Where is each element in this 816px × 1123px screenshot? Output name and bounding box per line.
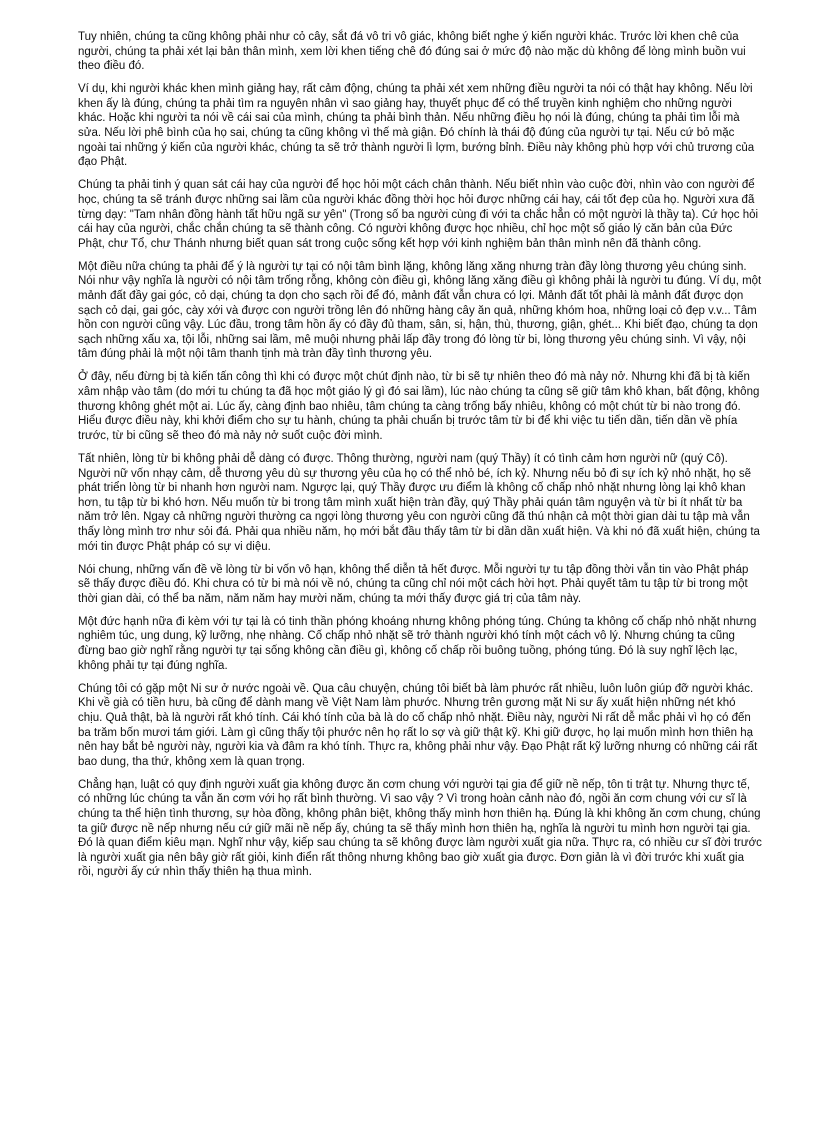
paragraph-8: Một đức hạnh nữa đi kèm với tự tại là có tinh thần phóng khoáng nhưng không phóng túng. Chúng ta không cố chấp nhỏ nhặt nhưng nghiêm túc, ung dung, kỹ lưỡng, nhẹ nhàng. Cố chấp nhỏ nhặt sẽ trở thành người khó tính một cách vô lý. Nhưng chúng ta cũng đừng bao giờ nghĩ rằng người tự tại sống không cần điều gì, không cố chấp rồi buông tuồng, phóng túng. Đó là suy nghĩ lệch lạc, không phải tự tại đúng nghĩa. bbox=[78, 615, 757, 672]
paragraph-4: Một điều nữa chúng ta phải để ý là người tự tại có nội tâm bình lặng, không lăng xăng nhưng tràn đầy lòng thương yêu chúng sinh. Nói như vậy nghĩa là người có nội tâm trống rỗng, không còn điều gì, không lăng xăng điều gì không phải là người tu đúng. Ví dụ, một mảnh đất đầy gai góc, cỏ dại, chúng ta dọn cho sạch rồi để đó, mảnh đất vẫn chưa có lợi. Mảnh đất tốt phải là mảnh đất được dọn sạch cỏ dại, gai góc, cày xới và được con người trồng lên đó những hàng cây ăn quả, những khóm hoa, những loại cỏ đẹp v.v... Tâm hồn con người cũng vậy. Lúc đầu, trong tâm hồn ấy có đầy đủ tham, sân, si, hận, thù, thương, giận, ghét... Khi biết đạo, chúng ta dọn sạch những xấu xa, tội lỗi, những sai lầm, mê muội nhưng phải lấp đầy trong đó lòng từ bi, lòng thương yêu chúng sinh. Vì vậy, nội tâm đúng phải là một nội tâm thanh tịnh mà tràn đầy tình thương yêu. bbox=[78, 260, 762, 361]
document-page bbox=[78, 30, 762, 888]
paragraph-6: Tất nhiên, lòng từ bi không phải dễ dàng có được. Thông thường, người nam (quý Thầy) ít có tình cảm hơn người nữ (quý Cô). Người nữ vốn nhạy cảm, dễ thương yêu dù sự thương yêu của họ có thể nhỏ bé, ích kỷ. Nhưng nếu bỏ đi sự ích kỷ nhỏ nhặt, họ sẽ phát triển lòng từ bi nhanh hơn người nam. Ngược lại, quý Thầy được ưu điểm là không cố chấp nhỏ nhặt nhưng lòng lại khô khan hơn, tu tập từ bi khó hơn. Nếu muốn từ bi trong tâm mình xuất hiện tràn đầy, quý Thầy phải quán tâm nguyện và từ bi ít nhất từ ba năm trở lên. Ngay cả những người thường ca ngợi lòng thương yêu con người cũng đã thú nhận cả một thời gian dài tu tập mà vẫn thấy lòng mình trơ như sỏi đá. Phải qua nhiều năm, họ mới bắt đầu thấy tâm từ bi dần dần xuất hiện. Và khi nó đã xuất hiện, chúng ta mới tin được Phật pháp có sự vi diệu. bbox=[78, 452, 760, 553]
paragraph-7: Nói chung, những vấn đề về lòng từ bi vốn vô hạn, không thể diễn tả hết được. Mỗi người tự tu tập đồng thời vẫn tin vào Phật pháp sẽ thấy được điều đó. Khi chưa có từ bi mà nói về nó, chúng ta cũng chỉ nói một cách hời hợt. Phải quyết tâm tu tập từ bi trong một thời gian dài, có thể ba năm, năm năm hay mười năm, chúng ta mới thấy được giá trị của tâm này. bbox=[78, 563, 749, 605]
paragraph-1: Tuy nhiên, chúng ta cũng không phải như cỏ cây, sắt đá vô tri vô giác, không biết nghe ý kiến người khác. Trước lời khen chê của người, chúng ta phải xét lại bản thân mình, xem lời khen tiếng chê đó đúng sai ở mức độ nào mặc dù không để lòng mình buồn vui theo điều đó. bbox=[78, 31, 746, 73]
paragraph-9: Chúng tôi có gặp một Ni sư ở nước ngoài về. Qua câu chuyện, chúng tôi biết bà làm phước rất nhiều, luôn luôn giúp đỡ người khác. Khi về già có tiền hưu, bà cũng để dành mang về Việt Nam làm phước. Nhưng trên gương mặt Ni sư ấy xuất hiện những nét khó chịu. Quả thật, bà là người rất khó tính. Cái khó tính của bà là do cố chấp nhỏ nhặt. Điều này, người Ni rất dễ mắc phải vì họ có đến ba trăm bốn mươi tám giới. Làm gì cũng thấy tội phước nên họ rất lo sợ và giữ thật kỹ. Khi giữ được, họ lại muốn mình hơn thiên hạ nên hay bắt bẻ người này, người kia và đâm ra khó tính. Thực ra, không phải như vậy. Đạo Phật rất kỹ lưỡng nhưng có những cái rất bao dung, tha thứ, không xem là quan trọng. bbox=[78, 682, 758, 768]
paragraph-3: Chúng ta phải tinh ý quan sát cái hay của người để học hỏi một cách chân thành. Nếu biết nhìn vào cuộc đời, nhìn vào con người để học, chúng ta sẽ tránh được những sai lầm của người khác đồng thời học hỏi được những cái hay, cái tốt đẹp của họ. Người xưa đã từng dạy: "Tam nhân đồng hành tất hữu ngã sư yên" (Trong số ba người cùng đi với ta chắc hẳn có một người là thầy ta). Cứ học hỏi cái hay của người, chắc chắn chúng ta sẽ thành công. Có người không được học nhiều, chỉ học một số giáo lý căn bản của Đức Phật, chư Tổ, chư Thánh nhưng biết quan sát trong cuộc sống kết hợp với kinh nghiệm bản thân mình nên đã thành công. bbox=[78, 179, 759, 250]
paragraph-2: Ví dụ, khi người khác khen mình giảng hay, rất cảm động, chúng ta phải xét xem những điều người ta nói có thật hay không. Nếu lời khen ấy là đúng, chúng ta phải tìm ra nguyên nhân vì sao giảng hay, thuyết phục để có thể truyền kinh nghiệm cho những người khác. Hoặc khi người ta nói về cái sai của mình, chúng ta phải bình thản. Nếu những điều họ nói là đúng, chúng ta phải tìm lỗi mà sửa. Nếu lời phê bình của họ sai, chúng ta cũng không vì thế mà giận. Đó chính là thái độ đúng của người tự tại. Nếu cứ bỏ mặc ngoài tai những ý kiến của người khác, chúng ta sẽ trở thành người lì lợm, bướng bỉnh. Điều này không phù hợp với chủ trương của đạo Phật. bbox=[78, 83, 755, 169]
paragraph-10: Chẳng hạn, luật có quy định người xuất gia không được ăn cơm chung với người tại gia để giữ nề nếp, tôn ti trật tự. Nhưng thực tế, có những lúc chúng ta vẫn ăn cơm với họ rất bình thường. Vì sao vậy ? Vì trong hoàn cảnh nào đó, ngồi ăn cơm chung với cư sĩ là chúng ta thể hiện tình thương, sự hòa đồng, không phân biệt, không thấy mình hơn thiên hạ. Đúng là khi không ăn cơm chung, chúng ta giữ được nề nếp nhưng nếu cứ giữ mãi nề nếp ấy, chúng ta sẽ thấy mình hơn thiên hạ, nghĩa là người tu mình hơn người tại gia. Đó là quan điểm kiêu mạn. Nghĩ như vậy, kiếp sau chúng ta sẽ không được làm người xuất gia nữa. Thực ra, có nhiều cư sĩ đời trước là người xuất gia nên bây giờ rất giỏi, kinh điển rất thông nhưng không bao giờ xuất gia được. Đơn giản là vì đời trước khi xuất gia rồi, người ấy cứ nhìn thấy thiên hạ thua mình. bbox=[78, 778, 762, 879]
paragraph-5: Ở đây, nếu đừng bị tà kiến tấn công thì khi có được một chút định nào, từ bi sẽ tự nhiên theo đó mà nảy nở. Nhưng khi đã bị tà kiến xâm nhập vào tâm (do mới tu chúng ta đã học một giáo lý gì đó sai lầm), lúc nào chúng ta cũng sẽ giữ tâm khô khan, bất động, không thương không ghét một ai. Lúc ấy, càng định bao nhiêu, tâm chúng ta càng trống bấy nhiêu, không có một chút từ bi nào trong đó. Hiểu được điều này, khi khởi điểm cho sự tu hành, chúng ta phải chuẩn bị trước tâm từ bi để khi việc tu tiến dần, tiến dần về phía trước, từ bi cũng sẽ theo đó mà nảy nở suốt cuộc đời mình. bbox=[78, 371, 760, 442]
